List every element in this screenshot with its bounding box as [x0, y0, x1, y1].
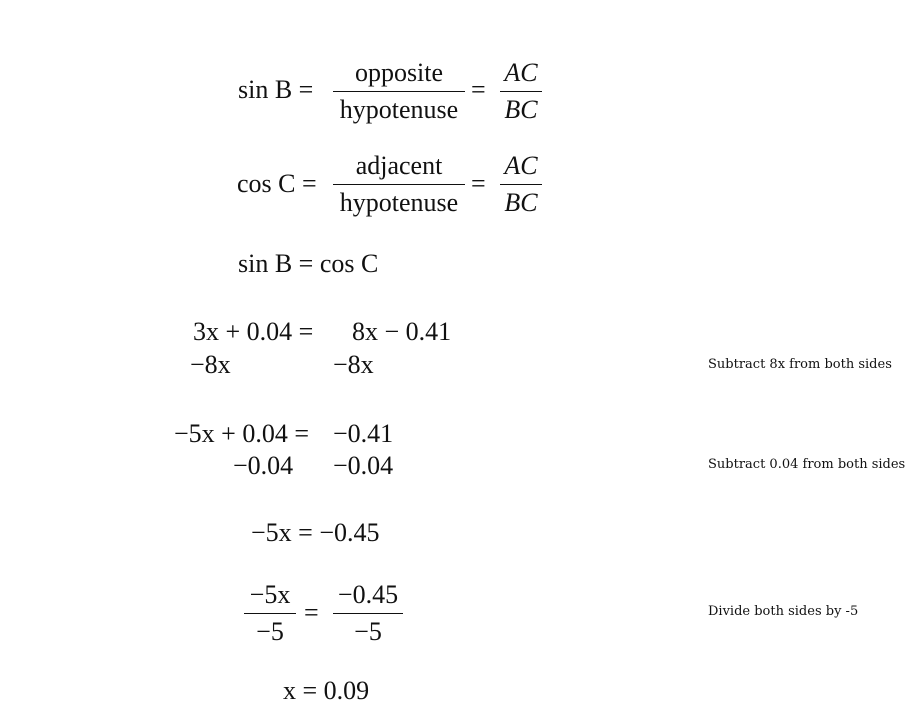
- eq7-fraction-left: [244, 582, 296, 645]
- eq4-sub-right: −8x: [333, 350, 374, 379]
- sinB-fraction-1: [333, 60, 465, 123]
- numerator: opposite: [333, 60, 465, 92]
- denominator: −5: [354, 617, 382, 646]
- eq4-rhs: 8x − 0.41: [352, 317, 452, 346]
- eq4-lhs: 3x + 0.04 =: [193, 317, 314, 346]
- denominator: BC: [504, 188, 538, 217]
- eq7-fraction-right: [333, 582, 403, 645]
- cosC-fraction-1: [333, 153, 465, 216]
- numerator: AC: [500, 153, 542, 185]
- equals-sign: =: [471, 169, 486, 198]
- sinB-equals-cosC: sin B = cos C: [238, 249, 379, 278]
- denominator: −5: [256, 617, 284, 646]
- eq5-lhs: −5x + 0.04 =: [174, 419, 309, 448]
- sinB-fraction-2: [500, 60, 542, 123]
- sinB-lhs: sin B =: [238, 75, 314, 104]
- eq5-sub-left: −0.04: [233, 451, 294, 480]
- numerator: AC: [500, 60, 542, 92]
- numerator: −0.45: [333, 582, 403, 614]
- denominator: hypotenuse: [339, 188, 459, 217]
- equals-sign: =: [304, 598, 319, 627]
- step-note-2: Subtract 0.04 from both sides: [708, 457, 906, 472]
- step-note-1: Subtract 8x from both sides: [708, 357, 892, 372]
- equals-sign: =: [471, 75, 486, 104]
- denominator: BC: [504, 95, 538, 124]
- numerator: −5x: [244, 582, 296, 614]
- eq5-rhs: −0.41: [333, 419, 394, 448]
- denominator: hypotenuse: [339, 95, 459, 124]
- solution: x = 0.09: [283, 676, 370, 705]
- numerator: adjacent: [333, 153, 465, 185]
- cosC-lhs: cos C =: [237, 169, 317, 198]
- eq4-sub-left: −8x: [190, 350, 231, 379]
- eq5-sub-right: −0.04: [333, 451, 394, 480]
- eq6: −5x = −0.45: [251, 518, 380, 547]
- cosC-fraction-2: [500, 153, 542, 216]
- step-note-3: Divide both sides by -5: [708, 604, 859, 619]
